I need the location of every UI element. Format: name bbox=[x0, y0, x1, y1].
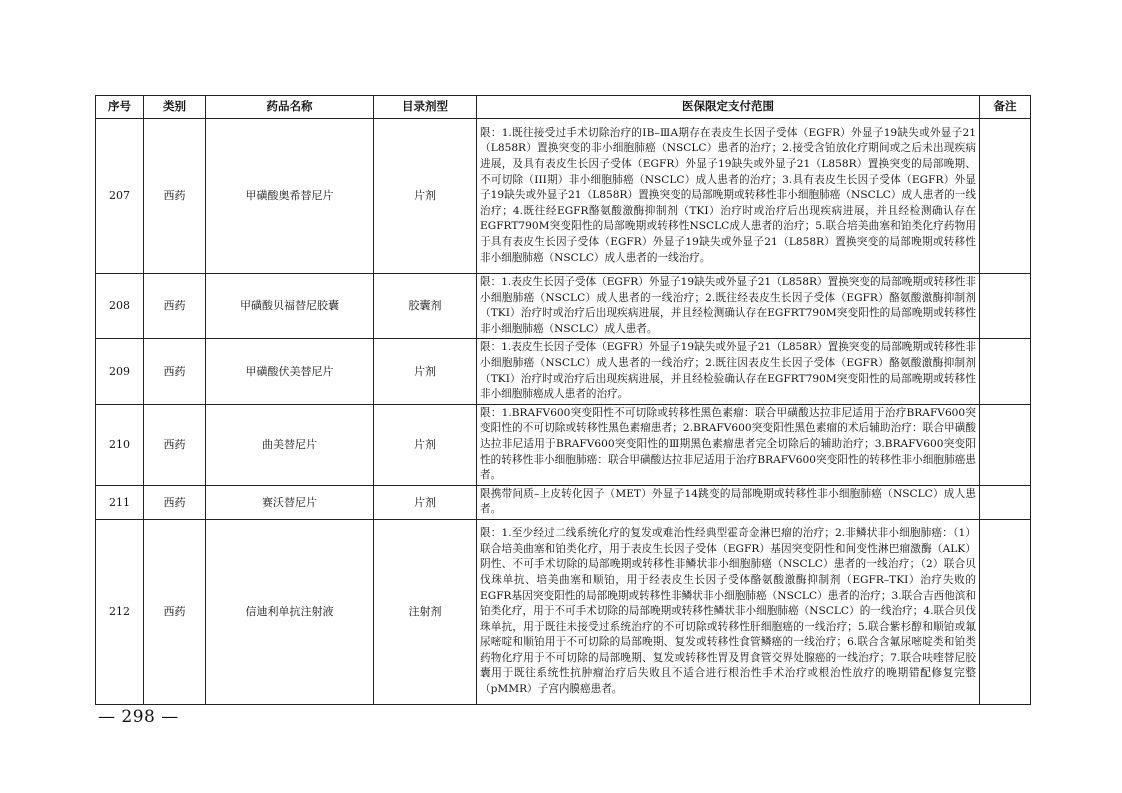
table-row bbox=[96, 485, 1031, 519]
header-category: 类别 bbox=[144, 96, 206, 119]
cell-dosage-form: 片剂 bbox=[374, 485, 477, 519]
table-row bbox=[96, 404, 1031, 485]
cell-payment-scope: 限：1.既往接受过手术切除治疗的ⅠB–ⅢA期存在表皮生长因子受体（EGFR）外显子19缺失或外显子21（L858R）置换突变的非小细胞肺癌（NSCLC）患者的治疗；2.接受含铂放化疗期间或之后未出现疾病进展，及具有表皮生长因子受体（EGFR）外显子19缺失或外显子21（L858R）置换突变的局部晚期、不可切除（III期）非小细胞肺癌（NSCLC）成人患者的治疗；3.具有表皮生长因子受体（EGFR）外显子19缺失或外显子21（L858R）置换突变的局部晚期或转移性非小细胞肺癌（NSCLC）成人患者的一线治疗；4.既往经EGFR酪氨酸激酶抑制剂（TKI）治疗时或治疗后出现疾病进展，并且经检测确认存在EGFRT790M突变阳性的局部晚期或转移性NSCLC成人患者的治疗；5.联合培美曲塞和铂类化疗药物用于具有表皮生长因子受体（EGFR）外显子19缺失或外显子21（L858R）置换突变的局部晚期或转移性非小细胞肺癌（NSCLC）成人患者的一线治疗。 bbox=[477, 119, 980, 274]
cell-note bbox=[980, 519, 1031, 704]
table-row bbox=[96, 274, 1031, 339]
cell-dosage-form: 胶囊剂 bbox=[374, 274, 477, 339]
cell-note bbox=[980, 404, 1031, 485]
page-number: — 298 — bbox=[98, 707, 179, 727]
header-payment-scope: 医保限定支付范围 bbox=[477, 96, 980, 119]
cell-category: 西药 bbox=[144, 519, 206, 704]
cell-drug-name: 赛沃替尼片 bbox=[206, 485, 374, 519]
cell-payment-scope: 限携带间质–上皮转化因子（MET）外显子14跳变的局部晚期或转移性非小细胞肺癌（NSCLC）成人患者。 bbox=[477, 485, 980, 519]
cell-drug-name: 曲美替尼片 bbox=[206, 404, 374, 485]
cell-drug-name: 甲磺酸贝福替尼胶囊 bbox=[206, 274, 374, 339]
cell-dosage-form: 片剂 bbox=[374, 404, 477, 485]
cell-category: 西药 bbox=[144, 485, 206, 519]
cell-dosage-form: 注射剂 bbox=[374, 519, 477, 704]
cell-no: 209 bbox=[96, 339, 144, 404]
header-no: 序号 bbox=[96, 96, 144, 119]
cell-payment-scope: 限：1.BRAFV600突变阳性不可切除或转移性黑色素瘤：联合甲磺酸达拉非尼适用于治疗BRAFV600突变阳性的不可切除或转移性黑色素瘤患者；2.BRAFV600突变阳性黑色素瘤的术后辅助治疗：联合甲磺酸达拉非尼适用于BRAFV600突变阳性的Ⅲ期黑色素瘤患者完全切除后的辅助治疗；3.BRAFV600突变阳性的转移性非小细胞肺癌：联合甲磺酸达拉非尼适用于治疗BRAFV600突变阳性的转移性非小细胞肺癌患者。 bbox=[477, 404, 980, 485]
header-note: 备注 bbox=[980, 96, 1031, 119]
table-row bbox=[96, 339, 1031, 404]
cell-category: 西药 bbox=[144, 119, 206, 274]
cell-no: 210 bbox=[96, 404, 144, 485]
cell-note bbox=[980, 339, 1031, 404]
cell-note bbox=[980, 485, 1031, 519]
cell-no: 212 bbox=[96, 519, 144, 704]
table-row bbox=[96, 519, 1031, 704]
cell-note bbox=[980, 119, 1031, 274]
cell-no: 211 bbox=[96, 485, 144, 519]
cell-payment-scope: 限：1.至少经过二线系统化疗的复发或难治性经典型霍奇金淋巴瘤的治疗；2.非鳞状非小细胞肺癌：（1）联合培美曲塞和铂类化疗，用于表皮生长因子受体（EGFR）基因突变阴性和间变性淋巴瘤激酶（ALK）阴性、不可手术切除的局部晚期或转移性非鳞状非小细胞肺癌（NSCLC）患者的一线治疗；（2）联合贝伐珠单抗、培美曲塞和顺铂，用于经表皮生长因子受体酪氨酸激酶抑制剂（EGFR–TKI）治疗失败的EGFR基因突变阳性的局部晚期或转移性非鳞状非小细胞肺癌（NSCLC）患者的治疗；3.联合吉西他滨和铂类化疗，用于不可手术切除的局部晚期或转移性鳞状非小细胞肺癌（NSCLC）的一线治疗；4.联合贝伐珠单抗，用于既往未接受过系统治疗的不可切除或转移性肝细胞癌的一线治疗；5.联合紫杉醇和顺铂或氟尿嘧啶和顺铂用于不可切除的局部晚期、复发或转移性食管鳞癌的一线治疗；6.联合含氟尿嘧啶类和铂类药物化疗用于不可切除的局部晚期、复发或转移性胃及胃食管交界处腺癌的一线治疗；7.联合呋喹替尼胶囊用于既往系统性抗肿瘤治疗后失败且不适合进行根治性手术治疗或根治性放疗的晚期错配修复完整（pMMR）子宫内膜癌患者。 bbox=[477, 519, 980, 704]
cell-dosage-form: 片剂 bbox=[374, 339, 477, 404]
header-drug-name: 药品名称 bbox=[206, 96, 374, 119]
cell-payment-scope: 限：1.表皮生长因子受体（EGFR）外显子19缺失或外显子21（L858R）置换突变的局部晚期或转移性非小细胞肺癌（NSCLC）成人患者的一线治疗；2.既往经表皮生长因子受体（EGFR）酪氨酸激酶抑制剂（TKI）治疗时或治疗后出现疾病进展，并且经检测确认存在EGFRT790M突变阳性的局部晚期或转移性非小细胞肺癌（NSCLC）成人患者。 bbox=[477, 274, 980, 339]
cell-payment-scope: 限：1.表皮生长因子受体（EGFR）外显子19缺失或外显子21（L858R）置换突变的局部晚期或转移性非小细胞肺癌（NSCLC）成人患者的一线治疗；2.既往因表皮生长因子受体（EGFR）酪氨酸激酶抑制剂（TKI）治疗时或治疗后出现疾病进展，并且经检验确认存在EGFRT790M突变阳性的局部晚期或转移性非小细胞肺癌成人患者的治疗。 bbox=[477, 339, 980, 404]
cell-no: 208 bbox=[96, 274, 144, 339]
cell-drug-name: 甲磺酸奥希替尼片 bbox=[206, 119, 374, 274]
cell-category: 西药 bbox=[144, 339, 206, 404]
cell-no: 207 bbox=[96, 119, 144, 274]
cell-category: 西药 bbox=[144, 274, 206, 339]
drug-table bbox=[95, 95, 1031, 705]
table-header-row bbox=[96, 96, 1031, 119]
header-dosage-form: 目录剂型 bbox=[374, 96, 477, 119]
cell-dosage-form: 片剂 bbox=[374, 119, 477, 274]
cell-category: 西药 bbox=[144, 404, 206, 485]
cell-note bbox=[980, 274, 1031, 339]
cell-drug-name: 信迪利单抗注射液 bbox=[206, 519, 374, 704]
cell-drug-name: 甲磺酸伏美替尼片 bbox=[206, 339, 374, 404]
table-row bbox=[96, 119, 1031, 274]
